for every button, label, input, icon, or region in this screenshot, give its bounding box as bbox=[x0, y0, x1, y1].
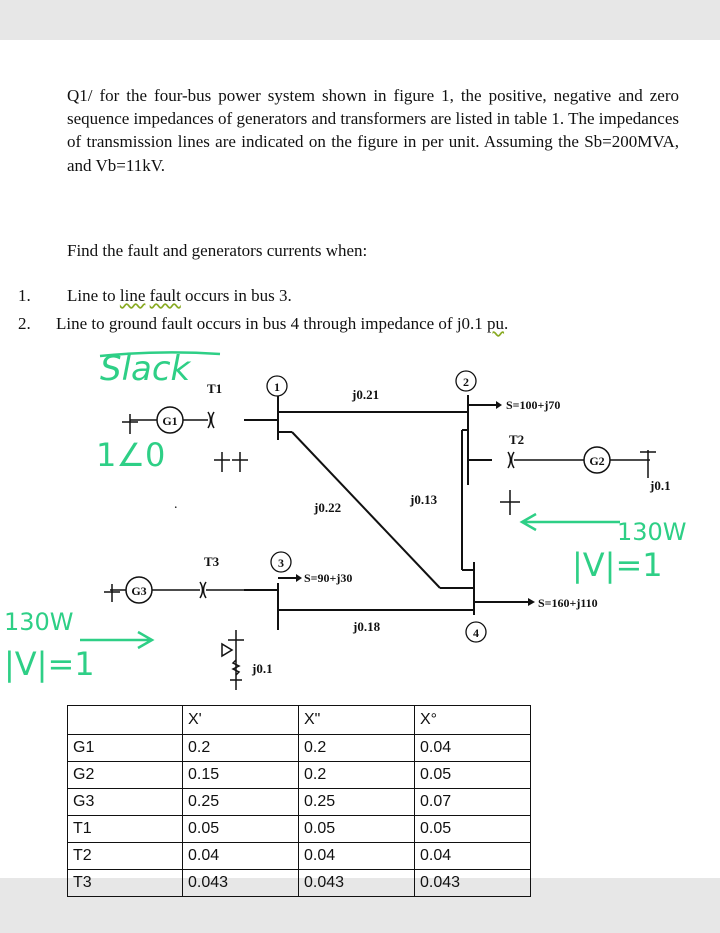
line-1-2-impedance: j0.21 bbox=[352, 387, 380, 402]
bus-2-label: 2 bbox=[463, 375, 469, 389]
slack-note: Slack bbox=[100, 349, 191, 389]
page bbox=[0, 40, 720, 891]
impedance-table bbox=[67, 705, 531, 897]
table-row: G1 0.2 0.2 0.04 bbox=[68, 735, 531, 762]
line-1-4-impedance: j0.22 bbox=[314, 500, 342, 515]
g3-label: G3 bbox=[131, 584, 147, 598]
stray-mark: . bbox=[174, 497, 178, 512]
table-row: T3 0.043 0.043 0.043 bbox=[68, 870, 531, 897]
load-bus-2: S=100+j70 bbox=[506, 398, 561, 412]
g2-power-note: 130W bbox=[617, 518, 687, 546]
g1-voltage-note: 1∠0 bbox=[96, 436, 166, 474]
t3-label: T3 bbox=[204, 554, 220, 569]
g3-ground-impedance: j0.1 bbox=[252, 661, 273, 676]
g2-label: G2 bbox=[589, 454, 605, 468]
g1-label: G1 bbox=[162, 414, 178, 428]
question-intro: Q1/ for the four-bus power system shown in figure 1, the positive, negative and zero sequence impedances of generators and transformers are listed in table 1. The impedances of transmission lines are indicated on the figure in per unit. Assuming the Sb=200MVA, and Vb=11kV. bbox=[67, 86, 679, 175]
table-header-row: X' X" X° bbox=[68, 706, 531, 735]
t2-label: T2 bbox=[509, 432, 525, 447]
g3-symbol bbox=[104, 577, 244, 690]
bus-3-label: 3 bbox=[278, 556, 284, 570]
line-2-4-impedance: j0.13 bbox=[410, 492, 438, 507]
g2-symbol bbox=[500, 447, 656, 515]
table-row: T2 0.04 0.04 0.04 bbox=[68, 843, 531, 870]
bus-1-label: 1 bbox=[274, 380, 280, 394]
table-row: G3 0.25 0.25 0.07 bbox=[68, 789, 531, 816]
table-row: G2 0.15 0.2 0.05 bbox=[68, 762, 531, 789]
load-bus-3: S=90+j30 bbox=[304, 571, 353, 585]
bus-4-label: 4 bbox=[473, 626, 479, 640]
t1-label: T1 bbox=[207, 381, 223, 396]
line-3-4-impedance: j0.18 bbox=[353, 619, 381, 634]
power-system-diagram bbox=[0, 340, 720, 700]
list-item: 2. Line to ground fault occurs in bus 4 through impedance of j0.1 pu. bbox=[18, 314, 509, 333]
load-bus-4: S=160+j110 bbox=[538, 596, 598, 610]
table-row: T1 0.05 0.05 0.05 bbox=[68, 816, 531, 843]
list-item: 1. Line to line fault occurs in bus 3. bbox=[18, 286, 292, 305]
g2-ground-impedance: j0.1 bbox=[650, 478, 671, 493]
question-find: Find the fault and generators currents when: bbox=[67, 241, 368, 260]
g2-voltage-note: |V|=1 bbox=[572, 546, 663, 584]
g3-power-note: 130W bbox=[4, 608, 74, 636]
g3-voltage-note: |V|=1 bbox=[4, 645, 95, 683]
